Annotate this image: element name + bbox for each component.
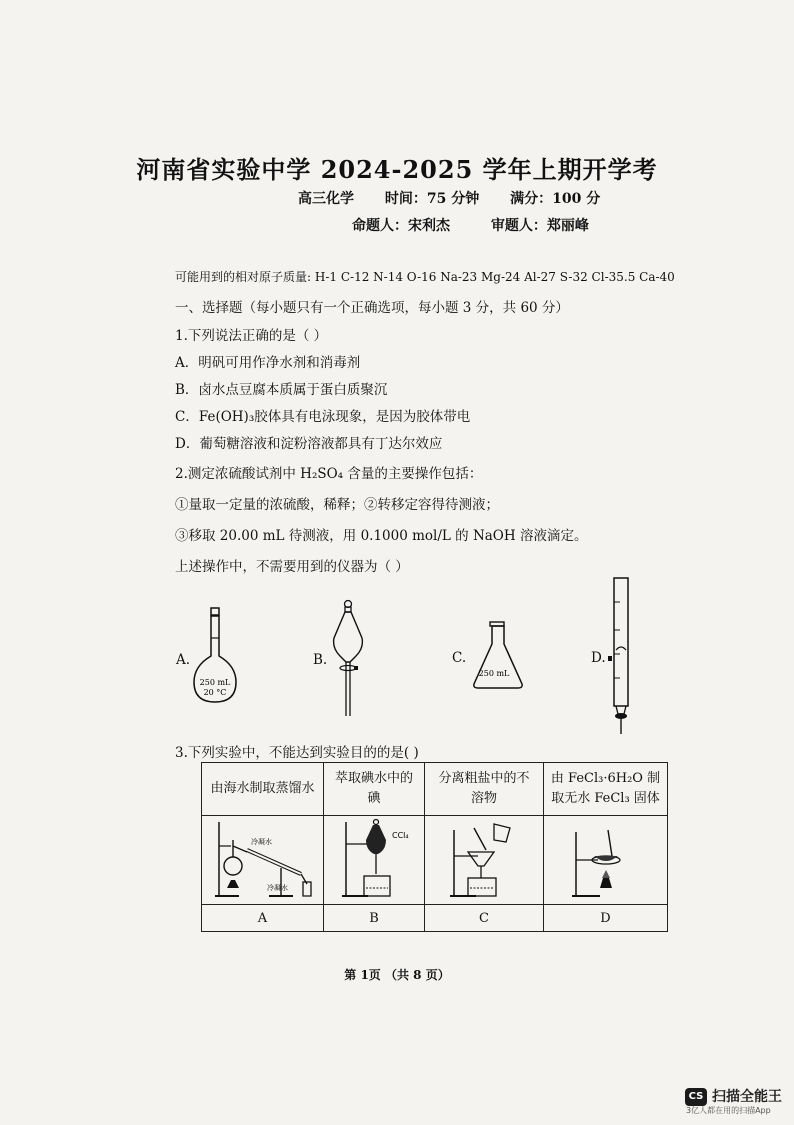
q1-stem: 1.下列说法正确的是（ ）: [175, 328, 328, 344]
cooling-water-out-label: 冷凝水: [266, 884, 288, 892]
distillation-apparatus-icon: [207, 816, 319, 900]
q2-step1: ①量取一定量的浓硫酸，稀释；②转移定容得待测液；: [175, 497, 499, 513]
separatory-funnel-icon: [330, 600, 370, 718]
exam-authors-line: [352, 215, 625, 235]
exam-time: 时间：75 分钟: [384, 191, 480, 207]
burette-icon: [604, 578, 638, 736]
q3-col-b-header: 萃取碘水中的 碘: [324, 763, 425, 816]
evaporation-apparatus-icon: [556, 816, 656, 900]
q3-col-c-letter: C: [425, 905, 544, 932]
camscanner-tagline: 3亿人都在用的扫描App: [686, 1106, 771, 1115]
camscanner-logo-icon: CS: [685, 1088, 707, 1106]
erlenmeyer-label: 250 mL: [478, 669, 510, 678]
subject: 高三化学: [298, 191, 354, 207]
q3-col-c-picture: [425, 816, 544, 905]
erlenmeyer-flask-icon: [470, 620, 526, 690]
q3-col-a-letter: A: [202, 905, 324, 932]
section-heading: 一、选择题（每小题只有一个正确选项，每小题 3 分，共 60 分）: [175, 300, 569, 316]
question-author: 命题人：宋利杰: [352, 218, 450, 234]
camscanner-name: 扫描全能王: [712, 1089, 782, 1105]
q3-col-a-picture: [202, 816, 324, 905]
q1-option-c: C．Fe(OH)₃胶体具有电泳现象，是因为胶体带电: [175, 409, 471, 425]
q3-experiment-table: [201, 762, 668, 932]
q3-col-d-header: 由 FeCl₃·6H₂O 制 取无水 FeCl₃ 固体: [544, 763, 668, 816]
q2-option-c-label: C.: [452, 650, 467, 666]
q3-stem: 3.下列实验中，不能达到实验目的的是( ): [175, 745, 419, 761]
full-score: 满分：100 分: [510, 191, 601, 207]
atomic-masses: 可能用到的相对原子质量: H-1 C-12 N-14 O-16 Na-23 Mg-24 Al-27 S-32 Cl-35.5 Ca-40: [175, 270, 675, 284]
q3-col-b-picture: [324, 816, 425, 905]
ccl4-label: CCl₄: [392, 831, 409, 840]
exam-title: 河南省实验中学 2024-2025 学年上期开学考: [136, 155, 658, 184]
filtration-apparatus-icon: [434, 816, 534, 900]
q2-stem: 2.测定浓硫酸试剂中 H₂SO₄ 含量的主要操作包括：: [175, 466, 483, 482]
q2-option-b-label: B.: [313, 652, 328, 668]
q1-option-a: A．明矾可用作净水剂和消毒剂: [175, 355, 361, 371]
cooling-water-in-label: 冷凝水: [250, 838, 272, 846]
exam-info-line: [298, 188, 626, 208]
q3-col-d-picture: [544, 816, 668, 905]
q1-option-b: B．卤水点豆腐本质属于蛋白质聚沉: [175, 382, 388, 398]
q3-col-d-letter: D: [544, 905, 668, 932]
q1-option-d: D．葡萄糖溶液和淀粉溶液都具有丁达尔效应: [175, 436, 443, 452]
q3-col-b-letter: B: [324, 905, 425, 932]
q2-option-a-label: A.: [176, 652, 191, 668]
q3-col-a-header: 由海水制取蒸馏水: [202, 763, 324, 816]
q3-col-c-header: 分离粗盐中的不 溶物: [425, 763, 544, 816]
q2-option-d-label: D.: [591, 650, 606, 666]
flask-label-volume: 250 mL: [199, 678, 231, 687]
flask-label-temp: 20 °C: [203, 688, 227, 697]
q2-question: 上述操作中，不需要用到的仪器为（ ）: [175, 559, 409, 575]
volumetric-flask-icon: [190, 608, 250, 704]
page-number: 第 1页 （共 8 页）: [344, 968, 450, 982]
extraction-apparatus-icon: [328, 816, 420, 900]
q2-step2: ③移取 20.00 mL 待测液，用 0.1000 mol/L 的 NaOH 溶液滴定。: [175, 528, 588, 544]
question-reviewer: 审题人：郑丽峰: [490, 218, 589, 234]
